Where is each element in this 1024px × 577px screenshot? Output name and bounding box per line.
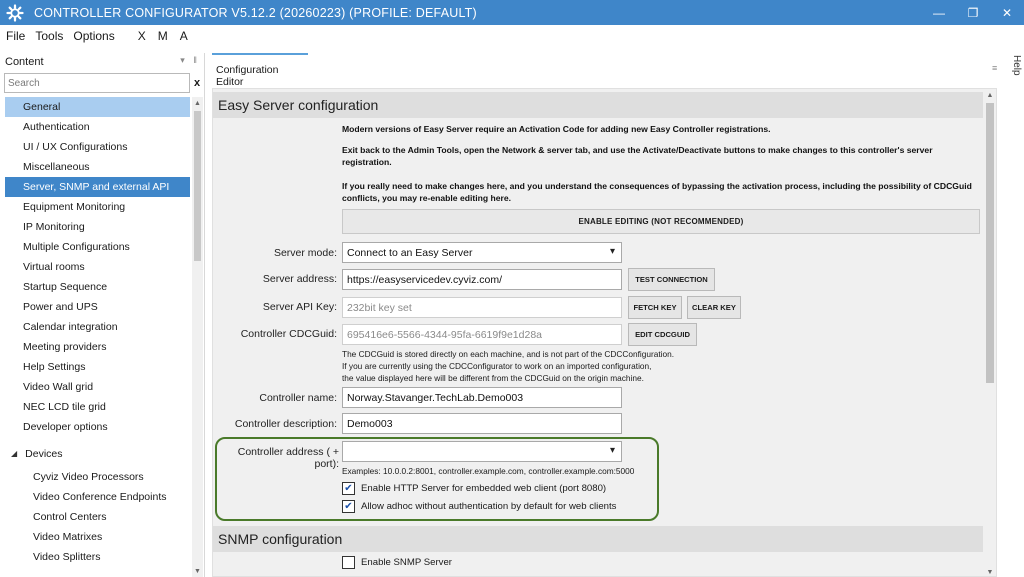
nav-item-authentication[interactable]: Authentication (23, 121, 90, 133)
menu-options[interactable]: Options (73, 29, 115, 43)
nav-item-nec-lcd-tile-grid[interactable]: NEC LCD tile grid (23, 401, 106, 413)
nav-item-server-snmp[interactable]: Server, SNMP and external API (5, 177, 190, 197)
cdcguid-note-1: The CDCGuid is stored directly on each machine, and is not part of the CDCConfiguration. (342, 349, 675, 359)
help-tab[interactable]: Help (1011, 55, 1022, 76)
nav-item-equipment-monitoring[interactable]: Equipment Monitoring (23, 201, 126, 213)
nav-item-calendar-integration[interactable]: Calendar integration (23, 321, 118, 333)
info-re-enable: If you really need to make changes here, and you understand the consequences of bypassing the activation process, including the possibility of CDCGuid conflicts, you may re-enable editing here. (342, 181, 972, 203)
nav-item-control-centers[interactable]: Control Centers (33, 511, 107, 523)
menu-x[interactable]: X (137, 29, 146, 43)
section-header-easy-server: Easy Server configuration (213, 92, 983, 118)
menu-a[interactable]: A (179, 29, 188, 43)
nav-item-virtual-rooms[interactable]: Virtual rooms (23, 261, 85, 273)
cdcguid-note-3: the value displayed here will be different from the CDCGuid on the origin machine. (342, 373, 644, 383)
edit-cdcguid-button[interactable]: EDIT CDCGUID (628, 323, 697, 346)
server-mode-label: Server mode: (273, 247, 337, 259)
close-button[interactable]: ✕ (1001, 5, 1013, 20)
pin-icon[interactable]: ≡ (992, 63, 998, 73)
scroll-down-icon[interactable]: ▼ (194, 567, 201, 575)
server-mode-select[interactable] (342, 242, 622, 263)
editor-scrollbar[interactable] (984, 89, 996, 577)
adhoc-checkbox[interactable] (342, 500, 355, 513)
maximize-button[interactable]: ❐ (967, 5, 979, 20)
content-panel-title: Content (5, 56, 44, 68)
controller-name-field[interactable]: Norway.Stavanger.TechLab.Demo003 (342, 387, 622, 408)
pin-icon[interactable]: ▾ ‖ (180, 55, 200, 65)
nav-item-video-conference-endpoints[interactable]: Video Conference Endpoints (33, 491, 167, 503)
api-key-label: Server API Key: (262, 301, 337, 313)
nav-group-devices[interactable] (5, 441, 190, 467)
tab-configuration-editor[interactable]: Configuration Editor (212, 53, 308, 85)
nav-group-label: Devices (25, 448, 63, 460)
controller-description-field[interactable]: Demo003 (342, 413, 622, 434)
nav-item-video-matrixes[interactable]: Video Matrixes (33, 531, 103, 543)
menu-bar (0, 25, 1024, 47)
scroll-up-icon[interactable]: ▲ (986, 91, 994, 99)
server-mode-value: Connect to an Easy Server (347, 246, 473, 259)
nav-item-developer-options[interactable]: Developer options (23, 421, 108, 433)
help-rail (992, 53, 1024, 577)
gear-icon (4, 2, 26, 24)
section-header-snmp: SNMP configuration (213, 526, 983, 552)
fetch-key-button[interactable]: FETCH KEY (628, 296, 682, 319)
server-address-label: Server address: (262, 273, 337, 285)
collapse-triangle-icon[interactable]: ◢ (11, 449, 18, 458)
snmp-enable-label: Enable SNMP Server (361, 557, 453, 568)
controller-name-label: Controller name: (259, 392, 337, 404)
test-connection-button[interactable]: TEST CONNECTION (628, 268, 715, 291)
cdcguid-label: Controller CDCGuid: (240, 328, 337, 340)
cdcguid-field[interactable]: 695416e6-5566-4344-95fa-6619f9e1d28a (342, 324, 622, 345)
nav-item-startup-sequence[interactable]: Startup Sequence (23, 281, 108, 293)
content-nav-list (5, 97, 190, 577)
adhoc-label: Allow adhoc without authentication by default for web clients (361, 501, 617, 512)
controller-address-combobox[interactable] (342, 441, 622, 462)
snmp-enable-checkbox[interactable] (342, 556, 355, 569)
window-title: CONTROLLER CONFIGURATOR V5.12.2 (20260223) (PROFILE: DEFAULT) (34, 5, 477, 20)
menu-tools[interactable]: Tools (35, 29, 64, 43)
enable-editing-button[interactable]: ENABLE EDITING (NOT RECOMMENDED) (342, 209, 980, 234)
scroll-thumb[interactable] (194, 111, 201, 261)
adhoc-row[interactable] (342, 500, 616, 513)
minimize-button[interactable]: — (933, 5, 945, 20)
menu-m[interactable]: M (157, 29, 168, 43)
nav-item-meeting-providers[interactable]: Meeting providers (23, 341, 107, 353)
nav-item-general[interactable]: General (5, 97, 190, 117)
nav-item-power-ups[interactable]: Power and UPS (23, 301, 98, 313)
scroll-up-icon[interactable]: ▲ (194, 99, 201, 107)
controller-address-label: Controller address ( + port): (237, 446, 339, 470)
title-bar (0, 0, 1024, 25)
scroll-thumb[interactable] (986, 103, 994, 383)
nav-item-ui-ux[interactable]: UI / UX Configurations (23, 141, 128, 153)
snmp-enable-row[interactable] (342, 556, 452, 569)
info-activation-code: Modern versions of Easy Server require an Activation Code for adding new Easy Controller registrations. (342, 124, 771, 134)
nav-item-multiple-configurations[interactable]: Multiple Configurations (23, 241, 130, 253)
content-scrollbar[interactable] (192, 97, 203, 577)
nav-item-cyviz-video-processors[interactable]: Cyviz Video Processors (33, 471, 144, 483)
nav-item-ip-monitoring[interactable]: IP Monitoring (23, 221, 85, 233)
content-panel (0, 53, 205, 577)
nav-item-video-splitters[interactable]: Video Splitters (33, 551, 101, 563)
http-server-checkbox[interactable] (342, 482, 355, 495)
clear-key-button[interactable]: CLEAR KEY (687, 296, 741, 319)
info-admin-tools: Exit back to the Admin Tools, open the Network & server tab, and use the Activate/Deactivate buttons to make changes to this controller's server registration. (342, 145, 933, 167)
http-server-row[interactable] (342, 482, 606, 495)
cdcguid-note-2: If you are currently using the CDCConfigurator to work on an imported configuration, (342, 361, 652, 371)
controller-description-label: Controller description: (234, 418, 337, 430)
nav-item-video-wall-grid[interactable]: Video Wall grid (23, 381, 94, 393)
search-input[interactable] (4, 73, 190, 93)
server-address-field[interactable]: https://easyservicedev.cyviz.com/ (342, 269, 622, 290)
scroll-down-icon[interactable]: ▼ (986, 568, 994, 576)
clear-search-button[interactable]: x (193, 77, 201, 89)
configuration-editor (212, 88, 997, 577)
nav-item-help-settings[interactable]: Help Settings (23, 361, 86, 373)
menu-file[interactable]: File (6, 29, 26, 43)
controller-address-examples: Examples: 10.0.0.2:8001, controller.example.com, controller.example.com:5000 (342, 466, 635, 476)
api-key-field[interactable]: 232bit key set (342, 297, 622, 318)
http-server-label: Enable HTTP Server for embedded web client (port 8080) (361, 483, 607, 494)
nav-item-miscellaneous[interactable]: Miscellaneous (23, 161, 90, 173)
content-panel-header (0, 53, 204, 71)
